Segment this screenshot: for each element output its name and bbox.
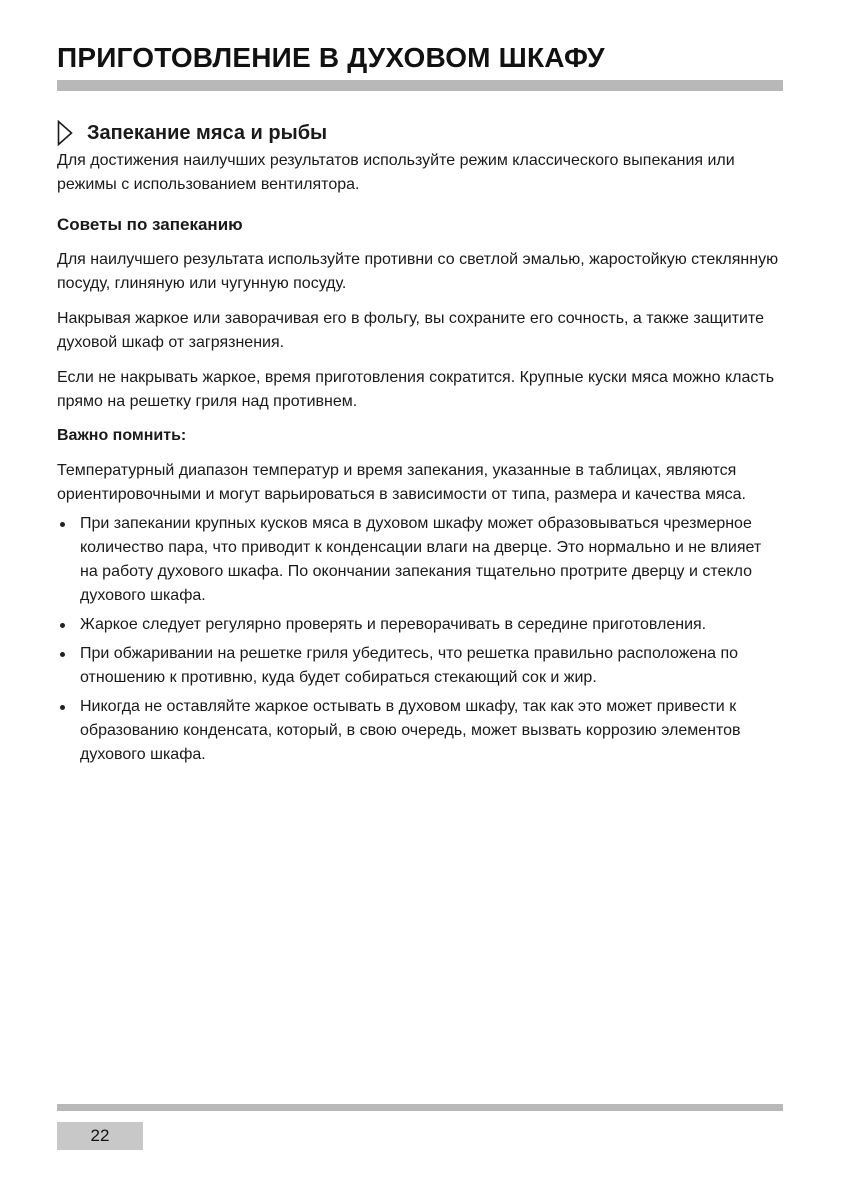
- triangle-pointer-icon: [57, 120, 73, 146]
- list-item: При запекании крупных кусков мяса в духовом шкафу может образовываться чрезмерное количество пара, что приводит к конденсации влаги на дверце. Это нормально и не влияет на работу духового шкафа. По окончании запекания тщательно протрите дверцу и стекло духового шкафа.: [57, 512, 782, 608]
- notes-list: [57, 512, 782, 767]
- section-header: [57, 117, 782, 149]
- tip-paragraph: Накрывая жаркое или заворачивая его в фольгу, вы сохраните его сочность, а также защитите духовой шкаф от загрязнения.: [57, 310, 765, 351]
- tips-heading: Советы по запеканию: [57, 215, 243, 234]
- page-title: ПРИГОТОВЛЕНИЕ В ДУХОВОМ ШКАФУ: [57, 42, 605, 73]
- important-paragraph: Температурный диапазон температур и время запекания, указанные в таблицах, являются ориентировочными и могут варьироваться в зависимости от типа, размера и качества мяса.: [57, 462, 746, 503]
- list-item: Жаркое следует регулярно проверять и переворачивать в середине приготовления.: [57, 613, 782, 637]
- title-divider: [57, 80, 783, 91]
- footer-divider: [57, 1104, 783, 1111]
- intro-paragraph: Для достижения наилучших результатов используйте режим классического выпекания или режимы с использованием вентилятора.: [57, 152, 735, 193]
- tip-paragraph: Если не накрывать жаркое, время приготовления сократится. Крупные куски мяса можно класть прямо на решетку гриля над противнем.: [57, 369, 775, 410]
- section-title: Запекание мяса и рыбы: [87, 121, 328, 144]
- tip-paragraph: Для наилучшего результата используйте противни со светлой эмалью, жаростойкую стеклянную посуду, глиняную или чугунную посуду.: [57, 251, 779, 292]
- important-heading: Важно помнить:: [57, 427, 187, 444]
- list-item: Никогда не оставляйте жаркое остывать в духовом шкафу, так как это может привести к образованию конденсата, который, в свою очередь, может вызвать коррозию элементов духового шкафа.: [57, 695, 782, 767]
- list-item: При обжаривании на решетке гриля убедитесь, что решетка правильно расположена по отношению к противню, куда будет собираться стекающий сок и жир.: [57, 642, 782, 690]
- page-number: 22: [57, 1122, 143, 1150]
- main-content: [57, 117, 782, 767]
